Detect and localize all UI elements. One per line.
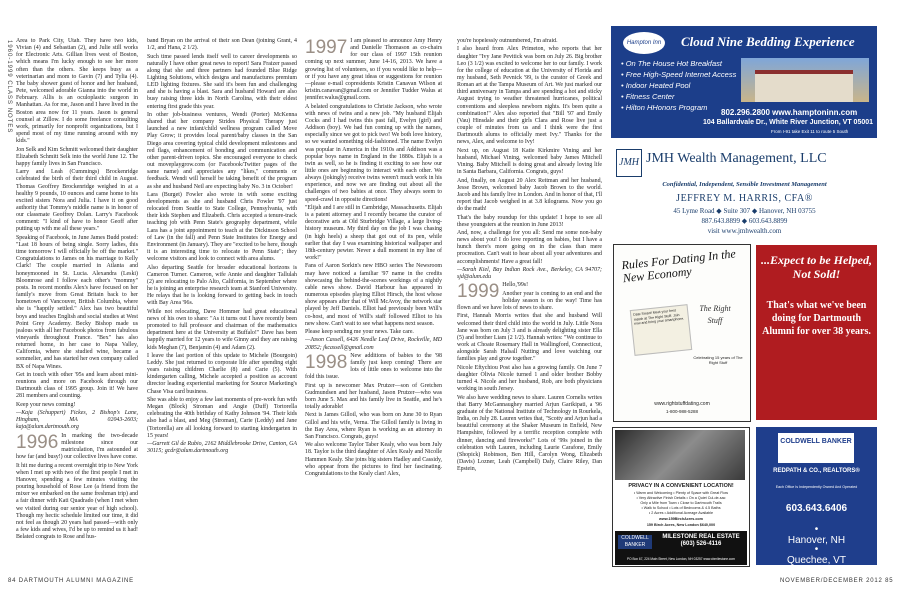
- signoff: —Sarah Kiel, Bay Indian Rock Ave., Berkeley, CA 94707; sjd@alum.edu: [457, 266, 602, 281]
- signoff: —Garrett Gil de Rubio, 2162 Middlebrooke Drive, Canton, GA 30115; gcdr@alum.dartmouth.org: [147, 441, 297, 455]
- listing-website[interactable]: www.159BirchAcres.com: [659, 517, 703, 521]
- ad-website[interactable]: visit www.jmhwealth.com: [707, 227, 782, 235]
- ad-phone: 887.643.8899 ◆ 603.643.8899: [701, 217, 788, 225]
- column-2: [147, 38, 297, 566]
- feature-line: • Very Attractive Finish Details • On a Quiet Cul-de-sac: [636, 496, 726, 500]
- paragraph: First up is newcomer Max Prutzer—son of Gretchen Gudmundsen and her husband, Jason Prutzer—who was born June 5. Max and his family live in Seattle, and he's totally adorable!: [305, 382, 442, 411]
- section-label: 1960-1999 CLASS NOTES: [6, 40, 12, 134]
- paragraph: In other job-business ventures, Wendi (Porter) McKenna shared that her company Strides Physical Therapy just launched a new infant/child wellness program called Move Play Grow; it provides local parent/baby classes in the San Diego area covering typical child development milestones and red flags, enhancement of bonding and communication and other parent-driven topics. She encouraged everyone to check out moveplaygrow.com (or Facebook/Twitter pages of the same name) and appreciates any "likes," comments or feedback. Wendi will herself be taking benefit of the program as she and husband Neil are expecting baby No. 3 in October!: [147, 111, 297, 190]
- year-heading-1997: 1997: [305, 38, 348, 58]
- independence-note: Each Office Is Independently Owned And Operated: [775, 485, 858, 489]
- brokerage-bar: [615, 531, 747, 565]
- feature-line: • 2 Acres • Additional Acreage Available: [648, 511, 714, 515]
- ad-headline: PRIVACY IN A CONVENIENT LOCATION!: [628, 483, 734, 489]
- list-item: • Free High-Speed Internet Access: [621, 70, 737, 79]
- amenities-list: [621, 58, 736, 113]
- paragraph: Area to Park City, Utah. They have two kids, Vivian (4) and Sebastian (2), and Julie still works for Electronic Arts. Gillian lives west of Boston, which means I'm lucky enough to see her more often than the others. She keeps busy as a veterinarian and mom to Gavin (7) and Tylia (4). The baby shower guest of honor and her husband, Pete, welcomed adorable Gianna into the world in February. Allis is an oculoplastic surgeon in Manhattan. As for me, Jason and I have lived in the Boston area now for 11 years. Jason is general counsel at Zillow. I do some freelance consulting work, primarily for nonprofit organizations, but I spend most of my time running around with my kids.": [16, 38, 138, 145]
- paragraph: We also have wedding news to share. Lauren Cornelis writes that Barry McGannaughey married Arjun Garikipati, a '96 graduate of the National Institute of Technology in Rourkela, India, on July 28. Lauren writes that, "Scotty and Arjun had a beautiful ceremony at the Shaker Museum in Enfield, New Hampshire, followed by a terrific reception complete with dinner, dancing and fireworks!" Lots of '99s joined in the celebration with Lauren, including Laurie Carafone, Emily (Shopick) Robinson, Ben Hill, Carolyn Wong, Elizabeth (Davis) Lozner, Leah (Campbell) Daly, Claire Riley, Dan Epstein,: [457, 394, 602, 473]
- paragraph: Such time passed lends itself well to career developments so naturally I have other great news to report! Sara Fraizer passed along that she and three partners had founded Blue Ridge Lighting Solutions, which designs and manufactures premium LED lighting fixtures. She said it's been fun and challenging and she is having a blast. Sara and husband Howard are also busy raising three kids in North Carolina, with their eldest entering first grade this year.: [147, 53, 297, 110]
- column-1: [16, 38, 138, 566]
- ad-body: That's what we've been doing for Dartmouth Alumni for over 38 years.: [762, 300, 871, 337]
- paragraph: I leave the last portion of this update to Michele (Bourgoin) Leddy. She just returned to corporate life after spending eight years raising children Charlie (8) and Carie (5). With kindergarten calling, Michele accepted a position as account director leading experiential marketing for Source Marketing's Chase Visa card business.: [147, 352, 297, 395]
- paragraph: We also welcome Taylor Taber Kealy, who was born July 18. Taylor is the third daughter of Alex Kealy and Nicolle Hammen Kealy. She joins big sisters Hadley and Cassidy, who appear from the pictures to find her fascinating. Congratulations to the Kealy clan! Alex,: [305, 442, 442, 477]
- listing-price: 159 Birch Acres, New London $640,000: [646, 523, 716, 527]
- paragraph: I am pleased to announce Amy Henry and Danielle Thomason as co-chairs for our class of 1997 15th reunion coming up next summer, June 14-16, 2013. We have a growing list of volunteers, so if you would like to help—or if you have any great ideas or suggestions for reunion—please e-mail copresidents Kristin Canavan Wilson at kristin.canavan@gmail.com or Jennifer Tudder Walus at jennifer.walus@gmail.com.: [305, 38, 442, 102]
- paragraph: In marking the two-decade milestone since our matriculation, I'm astounded at how far (and busy!) our collective lives have come.: [16, 432, 138, 461]
- celebration-note: Celebrating 15 years of The Right Stuff: [693, 355, 743, 365]
- ad-headline: ...Expect to be Helped, Not Sold!: [761, 253, 872, 281]
- hampton-logo: Hampton Inn: [623, 32, 665, 54]
- paragraph: Next up, on August 18 Katie Kirkmire Vining and her husband, Michael Vining, welcomed baby James Mitchell Vining. Baby Mitchell is doing great and already loving life in Santa Barbara, California. Congrats, guys!: [457, 147, 602, 176]
- paragraph: Also departing Seattle for broader educational horizons is Cameron Turner. Cameron, wife Annie and daughter Tallulah (2) are relocating to Palo Alto, California, in September where he is joining an enterprise research team at Stanford University. He relays that he is looking forward to getting back in touch with Bay Area '96s.: [147, 264, 297, 307]
- privacy-listing-ad[interactable]: [612, 427, 750, 567]
- ad-headline: Cloud Nine Bedding Experience: [681, 34, 855, 49]
- date-card: Date Smart! Meet your best match at The Right Stuff. Join now and bring your smartphone.: [630, 304, 692, 356]
- year-1998-block: [305, 353, 442, 382]
- paragraph: While not relocating, Dave Hommer had great educational news of his own to share: "As it turns out I have recently been promoted to full professor and chairman of the mathematics department here at the University at Buffalo!" Dave has been happily married for 12 years to wife Ginny and they are raising kids Meghan (7), Benjamin (4) and Adam (2).: [147, 308, 297, 351]
- paragraph: "Elijah and I are still in Cambridge, Massachusetts. Elijah is a patent attorney and I recently became the curator of decorative arts at Old Sturbridge Village, a large living-history museum. My third day on the job I was chasing (in high heels) a sheep that got out of its pen, while earlier that day I was examining historical wallpaper and 18th-century pewter. Never a dull moment in my line of work!": [305, 204, 442, 262]
- paragraph: Fans of Aaron Sorkin's new HBO series The Newsroom may have noticed a familiar '97 name in the credits showcasing the behind-the-scenes workings of a nightly cable news show. David Harbour has appeared in numerous episodes playing Elliot Hirsch, the host whose show appears after that of Will McAvoy, the network star played by Jeff Daniels. Elliot had previously been Will's co-host, and most of Will's staff followed Elliot to his new show. Can't wait to see what happens next season.: [305, 263, 442, 327]
- paragraph: Another year is coming to an end and the holiday season is on the way! Time has flown and we have lots of news to share.: [457, 290, 602, 312]
- ad-address: 104 Ballardvale Dr., White River Junction, VT 05001: [703, 119, 874, 126]
- paragraph: And, now, a challenge for you all: Send me some non-baby news about you! I do love reporting on babies, but I have a hunch there's more going on in the class than mere procreation. Can't wait to hear about all your adventures and accomplishments! Have a great fall!: [457, 230, 602, 265]
- realty-name: REDPATH & CO., REALTORS®: [773, 468, 860, 474]
- paragraph: Lara (Burget) Fowler also wrote in with some exciting developments as she and husband Chris Fowler '97 just relocated from Seattle to State College, Pennsylvania, with their kids Stephen and Elizabeth. Chris accepted a tenure-track teaching job with Penn State's geography department, while Lara has a joint appointment to teach at the Dickinson School of Law (in the fall) and Penn State Institutes for Energy and Environment (in January). They are "excited to be here, though it is an interesting time to relocate to Penn State"; they welcome visitors and look to connect with area alums.: [147, 191, 297, 263]
- expect-helped-ad[interactable]: [756, 245, 877, 420]
- house-photo: [615, 430, 745, 480]
- paragraph: Larry and Leah (Cummings) Brockenridge celebrated the birth of their third child in August. Thomas Geoffrey Brockenridge weighed in at a healthy 9 pounds, 10 ounces and came home to his excited sisters Nora and Julia. I have it on good authority that Tommy's middle name is in honor of our classmate Geoffrey Dolan. Larry's Facebook comment: "I kind of have to honor Geoff after putting up with me all these years.": [16, 169, 138, 233]
- firm-name: JMH Wealth Management, LLC: [646, 151, 827, 166]
- paragraph: Jon Selk and Kim Schmitt welcomed their daughter Elizabeth Schmitt Selk into the world June 12. The happy family lives in San Francisco.: [16, 146, 138, 167]
- office-hanover: [756, 524, 877, 546]
- paragraph: Hello,'99s!: [502, 282, 529, 289]
- jmh-wealth-ad[interactable]: [612, 147, 877, 237]
- coldwell-banker-badge: COLDWELL BANKER: [618, 535, 652, 549]
- paragraph: I also heard from Alex Primeton, who reports that her daughter "Ivy Jane Pevitick was born on July 26. Big brother Leo (3 1/2) was excited to welcome her to our family. I work for the college of education at the University of Florida and my husband, Seth Pevnick '99, is the curator of Greek and Roman art at the Tampa Museum of Art. We just marked our third anniversary in Tampa and are spending a hot and sticky August trying to weather threatened hurricanes, political conventions and sleepless newborn nights. It's been quite a combination!" Alex also reported that "Bill '97 and Emily (Vau) Hinsdale and their girls Clara and Rose live just a couple of minutes from us and I think were the first Dartmouth alums to officially meet Ivy." Thanks for the news, Alex, and welcome to Ivy!: [457, 46, 602, 146]
- hampton-inn-ad[interactable]: [611, 26, 877, 138]
- office-quechee: [756, 544, 877, 565]
- page-footer-right: NOVEMBER/DECEMBER 2012 85: [780, 578, 894, 584]
- paragraph: It hit me during a recent overnight trip to New York when I met up with two of the first people I met in Hanover, spending a few minutes visiting the pouring household of Rose Lee (a friend from the mixer we embarked on the same freshman trip) and a fair dinner with Kati Quadrado (when I met when we visited during our senior year of high school). Though my hectic schedule limited our time, it did not feel as though 20 years had passed—with only a few kids and wives, I'd be up to remind us it had! Belated congrats to Rose and hus-: [16, 462, 138, 541]
- right-stuff-dating-ad[interactable]: [613, 244, 751, 422]
- brokerage-name: MILESTONE REAL ESTATE (603) 526-4116: [662, 534, 740, 547]
- list-item: • Hilton HHonors Program: [621, 103, 708, 112]
- list-item: • Indoor Heated Pool: [621, 81, 691, 90]
- paragraph: Next is James Gilloil, who was born on June 30 to Ryan Gillol and his wife, Verna. The Gilloil family is living in the Bay Area, where Ryan is working as an attorney in San Francisco. Congrats, guys!: [305, 412, 442, 440]
- year-heading-1998: 1998: [305, 351, 348, 373]
- feature-line: • Walk to School • Lots of Bedrooms & 4.5 Baths: [641, 506, 721, 510]
- feature-line: Only a Mile from Town • Close to Dartmouth Trails: [640, 501, 722, 505]
- paragraph: Get in touch with other '95s and learn about mini-reunions and more on Facebook through our Dartmouth class of 1995 group. Join it! We have 281 members and counting.: [16, 371, 138, 400]
- bullet-icon: •: [814, 544, 819, 555]
- paragraph: That's the baby roundup for this update! I hope to see all these youngsters at the reunion in June 2013!: [457, 214, 602, 228]
- ad-tagline: Confidential, Independent, Sensible Investment Management: [662, 181, 827, 188]
- ad-headline: Rules For Dating In the New Economy: [620, 246, 737, 286]
- left-page: [0, 0, 448, 600]
- paragraph: First, Hannah Morris writes that she and husband Will welcomed their third child into the world in July. Little Nora Jane was born on July 3 and is already delighting sister Ella (5) and brother Liam (2 1/2). Hannah writes: "We continue to work at Choate Rosemary Hall in Wallingford, Connecticut, alongside Sarah Halsall Nutting and love watching our families play and grow together.": [457, 313, 602, 363]
- right-stuff-logo: The Right Stuff: [699, 304, 731, 325]
- year-heading-1999: 1999: [457, 281, 500, 303]
- paragraph: New additions of babies to the '98 family just keep coming! There are lots of little ones to welcome into the fold this issue.: [305, 352, 442, 381]
- year-heading-1996: 1996: [16, 431, 59, 453]
- list-item: • On The House Hot Breakfast: [621, 59, 723, 68]
- feature-line: • Warm and Welcoming • Plenty of Space with Great Flow: [633, 491, 729, 495]
- ad-address: 45 Lyme Road ◆ Suite 307 ◆ Hanover, NH 03755: [673, 207, 816, 215]
- signoff: —Jason Cassell, 6426 Needle Leaf Drive, Rockville, MD 20852; jkcassell@gmail.com: [305, 337, 442, 351]
- paragraph: band Bryan on the arrival of their son Dean (joining Grant, 4 1/2, and Hana, 2 1/2).: [147, 38, 297, 52]
- paragraph: Nicole Eftychiou Post also has a growing family. On June 7 daughter Olivia Nicole turned 1 and older brother Bobby turned 4. Nicole and her husband, Rob, are both physicians working in south Jersey.: [457, 364, 602, 393]
- principal-name: JEFFREY M. HARRIS, CFA®: [676, 193, 813, 204]
- coldwell-banker-badge: COLDWELL BANKER: [778, 433, 854, 463]
- bullet-icon: •: [814, 524, 819, 535]
- jmh-monogram: JMH: [616, 149, 642, 177]
- coldwell-banker-redpath-ad[interactable]: [756, 427, 877, 565]
- paragraph: Please keep sending me your news. Take care.: [305, 329, 414, 335]
- column-3: [305, 38, 442, 566]
- year-1997-block: [305, 38, 442, 102]
- list-item: • Fitness Center: [621, 92, 675, 101]
- office-label: Quechee, VT: [787, 555, 846, 565]
- signoff: —Kaja (Schuppert) Fickes, 2 Bishop's Lane, Hingham, MA 02043-2603; kaja@alum.dartmouth.org: [16, 410, 138, 431]
- office-label: Hanover, NH: [787, 535, 846, 546]
- ad-website[interactable]: www.rightstuffdating.com: [654, 401, 710, 407]
- ad-phone: 802.296.2800 www.hamptoninn.com: [721, 108, 858, 117]
- paragraph: you're hopelessly outnumbered, I'm afraid.: [457, 38, 558, 44]
- year-1996-block: [16, 433, 138, 462]
- hotel-photo: [741, 58, 869, 102]
- paragraph: Keep your news coming!: [16, 401, 76, 408]
- paragraph: Speaking of Facebook, in June James Budd posted: "Last 18 hours of being single. Sorry ladies, this time tomorrow I will officially be off the market." Congratulations to James on his marriage to Kelly Clark! The couple married in Atlanta and honeymooned in St. Lucia. Alexandra (Leski) Bloomrose and I follow each other's "mommy" posts. In recent months Alex's have focused on her family's move from Great Britain back to her hometown of Vancouver, British Columbia, where she is "happily settled." Alex has two beautiful boys and teaches English and social studies at West Point Grey Academy. Becky Bishop made us jealous with all her Facebook photos from fabulous vineyards throughout France. "Bex" has also returned home, in her case to Napa Valley, California, where she studied wine, became a sommelier, and has started her own company called BX of Napa Wines.: [16, 234, 138, 370]
- brokerage-address: PO Box 67, 224 Main Street, New London, NH 03257 www.cbmilestone.com: [627, 557, 735, 561]
- paragraph: A belated congratulations to Christie Jackson, who wrote with news of twins and a new job. "My husband Elijah Cocks and I had twins this past fall, Evelyn (girl) and Addison (boy). We had fun coming up with the names, especially since we got to pick two! We both love history, so we wanted something old-fashioned. The name Evelyn was popular in America in the 1910s and Addison was a popular boys name in England in the 1880s. Elijah is a twin as well, so he is finding it exciting to see how our little ones are beginning to interact with each other. We always (jokingly) receive twins weren't much work in his experience, and now we are finding out about all the challenges of two babies at once. They always seem to speed-crawl in opposite directions!: [305, 103, 442, 203]
- page-footer-left: 84 DARTMOUTH ALUMNI MAGAZINE: [8, 578, 134, 584]
- ad-directions: From I-91 take Exit 11 to route 5 South: [771, 129, 849, 134]
- column-4: [457, 38, 602, 566]
- paragraph: She was able to enjoy a few last moments of pre-work fun with Megan (Block) Stroman and Angie (Duff) Tortorella celebrating the 40th birthday of Kathy Johnson '94. Their kids also had a blast, and Meg (Stroman), Carie (Leddy) and Jane (Tortorella) are all looking forward to starting kindergarten in 15 years!: [147, 396, 297, 439]
- ad-phone: 1-800-988-5288: [665, 409, 699, 414]
- ad-phone: 603.643.6406: [785, 503, 848, 514]
- paragraph: And, finally, on August 20 Alex Reitman and her husband, Jesse Brown, welcomed baby Jacob Brown to the world. Jacob and his family live in London. And in honor of that, I'll report that Jacob weighed in at 3.8 kilograms. Now you go do the math!: [457, 177, 602, 213]
